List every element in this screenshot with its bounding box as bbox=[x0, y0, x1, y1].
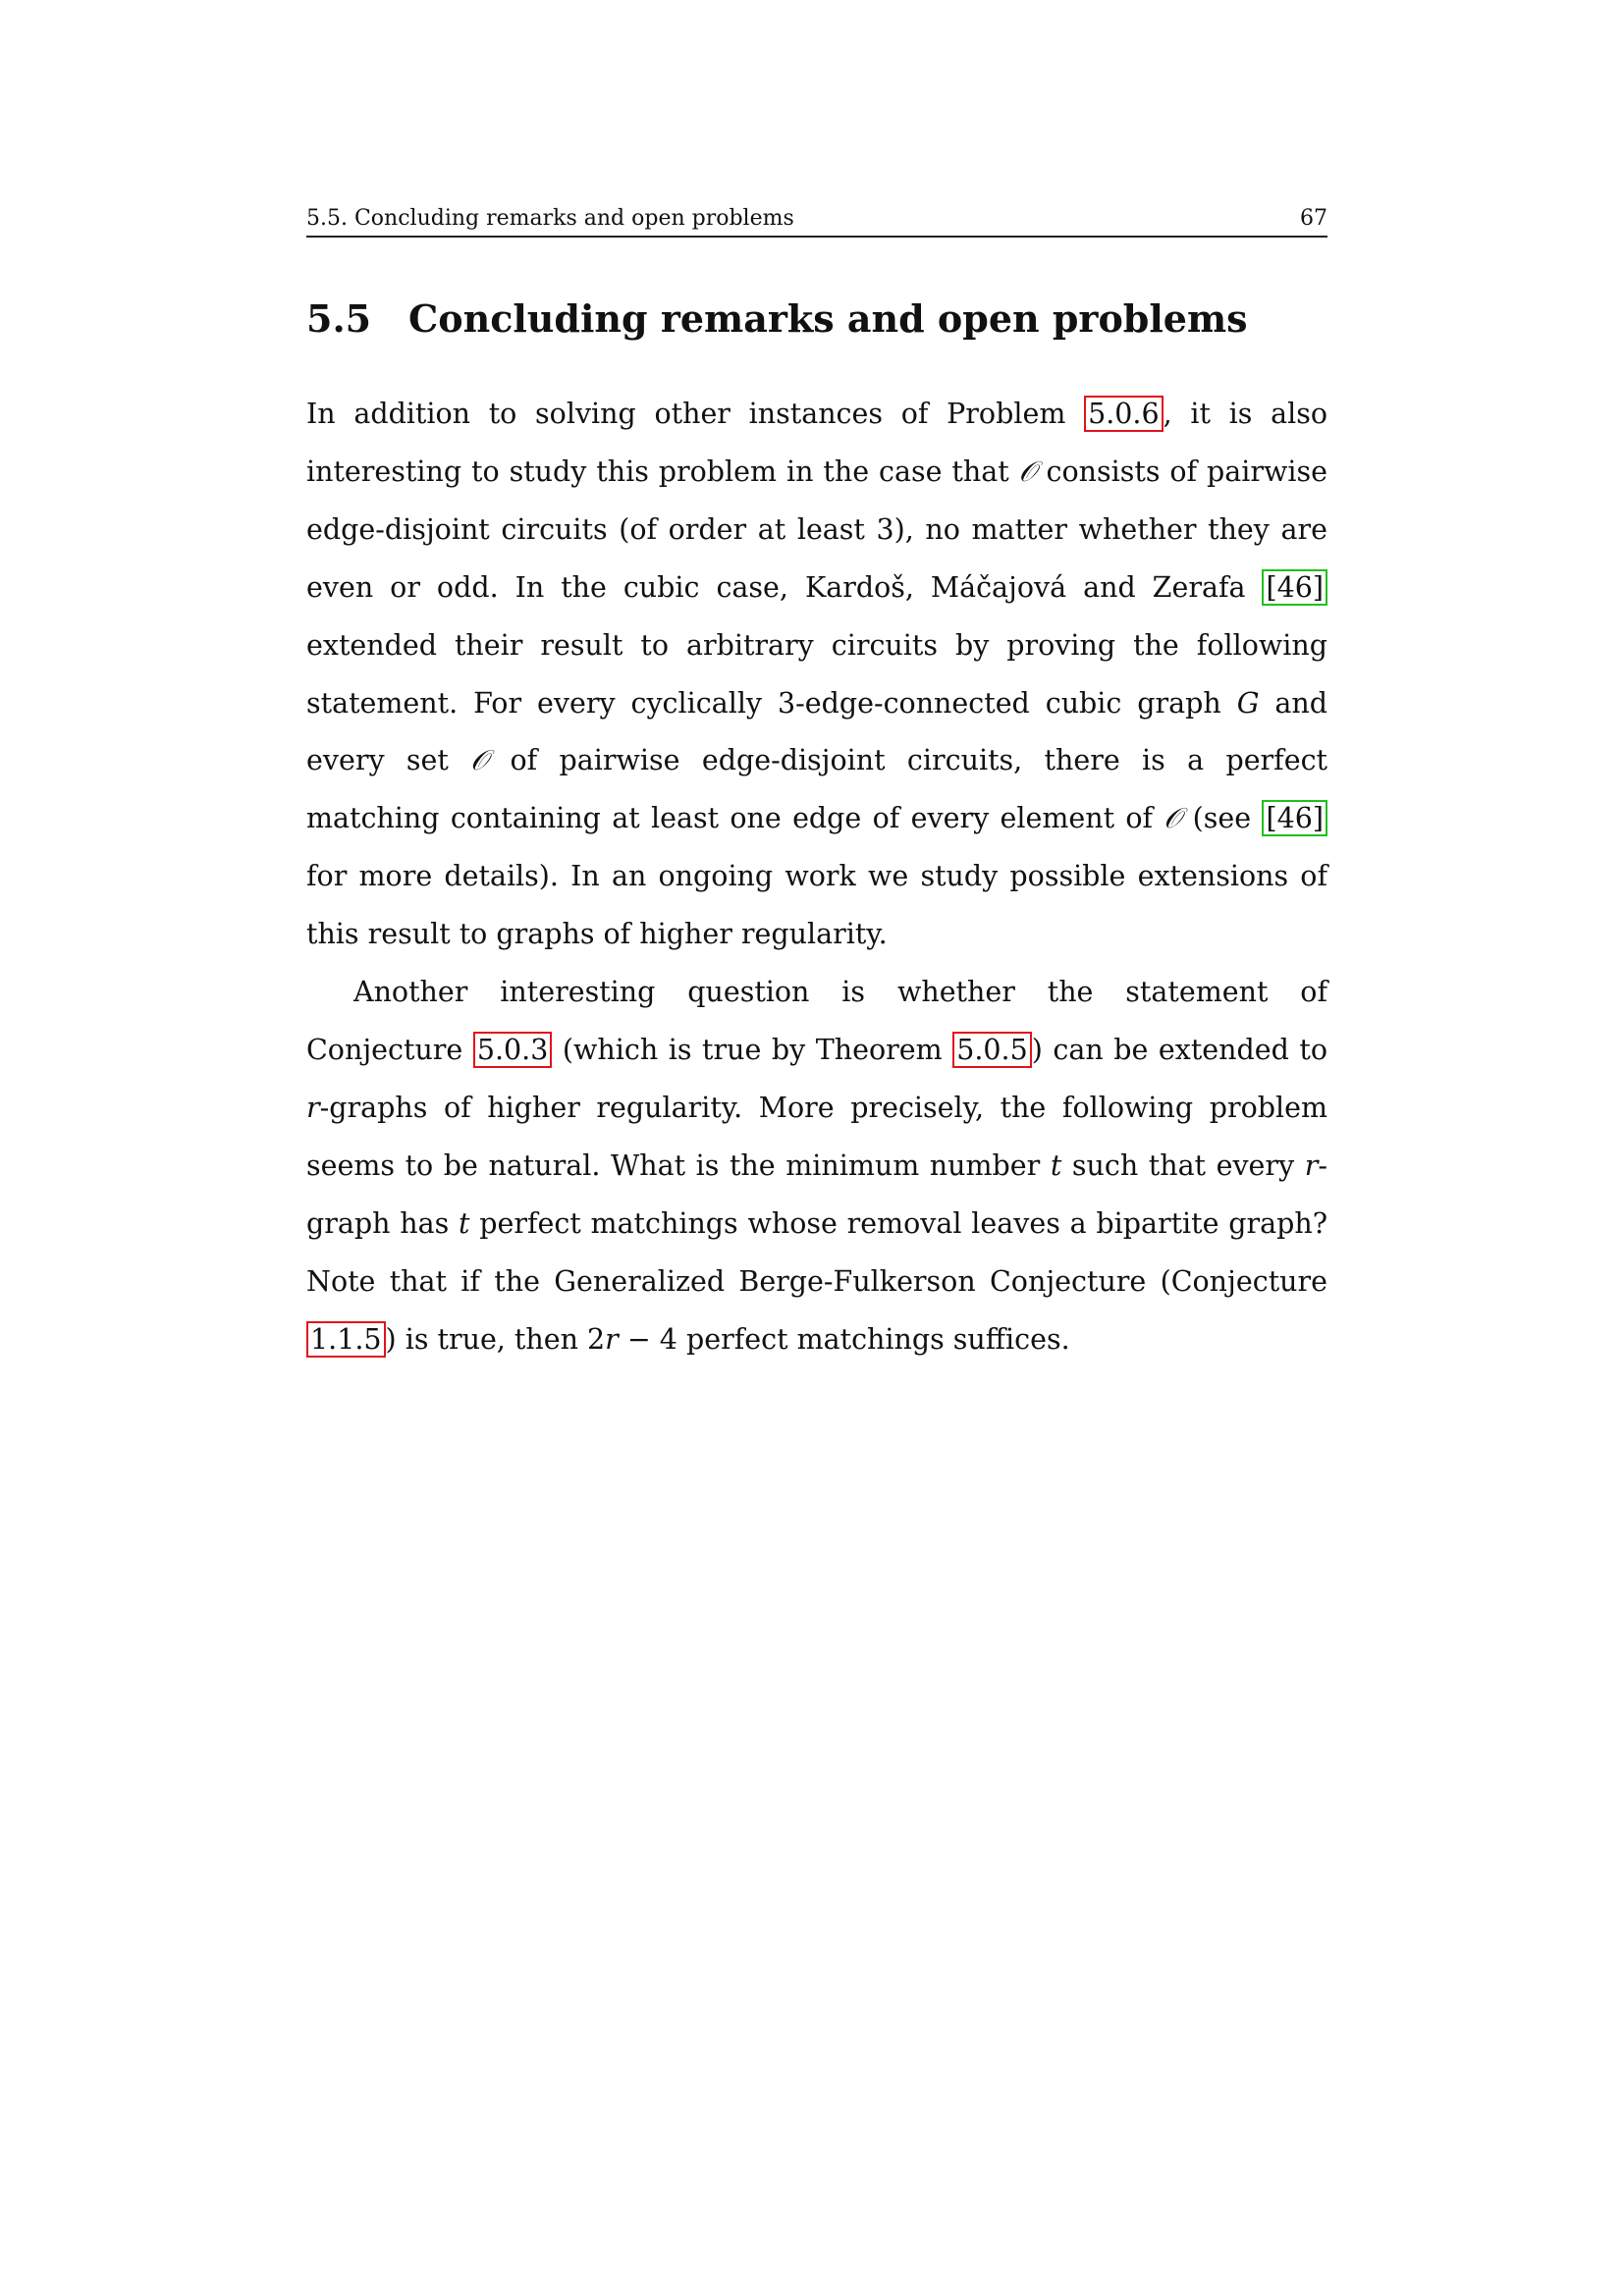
problem-ref-link[interactable]: 5.0.6 bbox=[1084, 396, 1164, 432]
paragraph-2 bbox=[306, 964, 1327, 1368]
math-symbol: 𝒪 bbox=[470, 744, 489, 777]
running-title: 5.5. Concluding remarks and open problems bbox=[306, 206, 794, 231]
text-run: extended their result to arbitrary circuits by proving the following statement. For every cyclically 3-edge-connected cubic graph bbox=[306, 628, 1327, 720]
section-heading bbox=[306, 296, 1248, 341]
text-run: -graph has bbox=[306, 1148, 1327, 1240]
math-variable: G bbox=[1236, 686, 1260, 720]
text-run: -graphs of higher regularity. More precisely, the following problem seems to be natural. What is the minimum number bbox=[306, 1091, 1327, 1182]
theorem-ref-link[interactable]: 5.0.5 bbox=[952, 1032, 1032, 1068]
text-run: − 4 perfect matchings suffices. bbox=[618, 1322, 1070, 1356]
math-symbol: 𝒪 bbox=[1164, 802, 1182, 835]
section-title: Concluding remarks and open problems bbox=[408, 296, 1248, 341]
conjecture-ref-link[interactable]: 5.0.3 bbox=[473, 1032, 553, 1068]
math-variable: r bbox=[306, 1091, 320, 1124]
text-run: (which is true by Theorem bbox=[552, 1033, 953, 1066]
text-run: consists of pairwise edge-disjoint circuits (of order at least 3), no matter whether they are even or odd. In the cubic case, Kardoš, Máčajová and Zerafa bbox=[306, 454, 1328, 604]
text-run: ) can be extended to bbox=[1031, 1033, 1327, 1066]
section-number: 5.5 bbox=[306, 296, 372, 341]
text-run: for more details). In an ongoing work we study possible extensions of this result to graphs of higher regularity. bbox=[306, 860, 1327, 951]
math-symbol: 𝒪 bbox=[1018, 454, 1037, 488]
math-variable: r bbox=[1304, 1148, 1319, 1182]
citation-link[interactable]: [46] bbox=[1262, 569, 1327, 606]
body-text bbox=[306, 386, 1327, 1368]
page-number: 67 bbox=[1300, 206, 1327, 231]
header-rule bbox=[306, 236, 1327, 238]
text-run: Another interesting question is whether the statement of Conjecture bbox=[306, 976, 1327, 1066]
text-run: In addition to solving other instances of Problem bbox=[306, 398, 1085, 430]
conjecture-ref-link[interactable]: 1.1.5 bbox=[306, 1321, 386, 1358]
text-run: such that every bbox=[1061, 1148, 1305, 1182]
text-run: (see bbox=[1181, 802, 1263, 835]
text-run: perfect matchings whose removal leaves a bipartite graph? Note that if the Generalized Berge-Fulkerson Conjecture (Conjecture bbox=[306, 1206, 1327, 1298]
math-variable: t bbox=[1050, 1148, 1062, 1182]
text-run: , it is also interesting to study this problem in the case that bbox=[306, 398, 1327, 488]
running-head bbox=[306, 206, 1327, 231]
text-run: ) is true, then 2 bbox=[385, 1322, 606, 1356]
text-run: of pairwise edge-disjoint circuits, there is a perfect matching containing at least one edge of every element of bbox=[306, 744, 1328, 835]
citation-link[interactable]: [46] bbox=[1262, 800, 1327, 836]
math-variable: r bbox=[605, 1322, 619, 1356]
paragraph-1 bbox=[306, 386, 1327, 964]
text-run: and every set bbox=[306, 686, 1327, 777]
math-variable: t bbox=[458, 1206, 470, 1240]
